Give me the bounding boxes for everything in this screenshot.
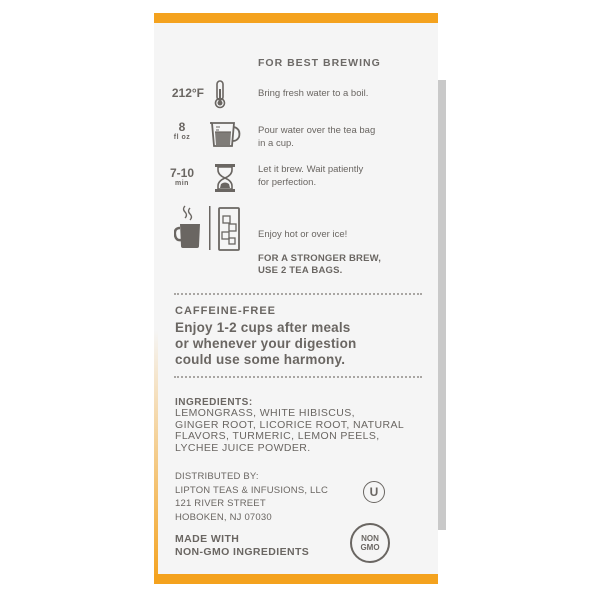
non-gmo-badge-top: NON [361, 534, 379, 543]
step-2-text-line1: Pour water over the tea bag [258, 125, 376, 136]
step-3-qty-unit: min [175, 180, 189, 187]
step-2-text [258, 124, 375, 150]
step-4-text [258, 228, 347, 241]
ingredients-line3: FLAVORS, TURMERIC, LEMON PEELS, [175, 430, 380, 442]
step-1-text-line1: Bring fresh water to a boil. [258, 88, 369, 99]
distributor-line1: LIPTON TEAS & INFUSIONS, LLC [175, 484, 329, 496]
enjoy-line2: or whenever your digestion [175, 336, 357, 351]
orange-edge-stripe [154, 330, 158, 584]
distributor-label: DISTRIBUTED BY: [175, 471, 259, 482]
non-gmo-badge-bottom: GMO [360, 543, 380, 552]
hourglass-icon [214, 163, 236, 193]
step-3-text [258, 163, 363, 189]
step-4-text-line1: Enjoy hot or over ice! [258, 229, 348, 240]
stronger-line2: USE 2 TEA BAGS. [258, 265, 343, 276]
caffeine-free-label: CAFFEINE-FREE [175, 305, 276, 317]
step-3-text-line1: Let it brew. Wait patiently [258, 164, 364, 175]
step-2-qty-unit: fl oz [173, 134, 191, 141]
enjoy-description [175, 320, 356, 368]
step-1-qty [160, 84, 204, 102]
thermometer-icon [211, 79, 229, 109]
ingredients-line4: LYCHEE JUICE POWDER. [175, 441, 311, 454]
distributor-line3: HOBOKEN, NJ 07030 [175, 511, 272, 523]
step-2-qty-value: 8 [178, 120, 186, 134]
enjoy-line1: Enjoy 1-2 cups after meals [175, 320, 351, 335]
ingredients-list [175, 408, 425, 454]
step-1-qty-value: 212°F [171, 86, 204, 100]
ingredients-line1: LEMONGRASS, WHITE HIBISCUS, [175, 407, 355, 419]
made-with-line: MADE WITH [175, 533, 240, 545]
stronger-line1: FOR A STRONGER BREW, [258, 253, 382, 264]
divider-bottom [174, 376, 422, 378]
step-1-text [258, 87, 368, 100]
distributor-info [175, 470, 328, 524]
ingredients-line2: GINGER ROOT, LICORICE ROOT, NATURAL [175, 418, 405, 431]
step-2-qty [160, 120, 204, 141]
step-3-text-line2: for perfection. [258, 177, 317, 188]
step-3-qty-value: 7-10 [169, 166, 195, 180]
non-gmo-badge [350, 523, 390, 563]
non-gmo-statement [175, 533, 309, 559]
measuring-cup-icon [206, 119, 244, 149]
step-3-qty [160, 166, 204, 187]
brewing-heading: FOR BEST BREWING [258, 57, 381, 69]
enjoy-line3: could use some harmony. [175, 352, 346, 367]
mug-and-iced-glass-icon [174, 204, 244, 252]
non-gmo-ingredients-line: NON-GMO INGREDIENTS [175, 546, 310, 558]
ingredients-label: INGREDIENTS: [175, 397, 253, 408]
step-2-text-line2: in a cup. [258, 138, 294, 149]
divider-top [174, 293, 422, 295]
kosher-symbol: U [363, 481, 385, 503]
distributor-line2: 121 RIVER STREET [175, 498, 266, 509]
stronger-brew-note [258, 253, 381, 277]
box-right-edge [438, 80, 446, 530]
